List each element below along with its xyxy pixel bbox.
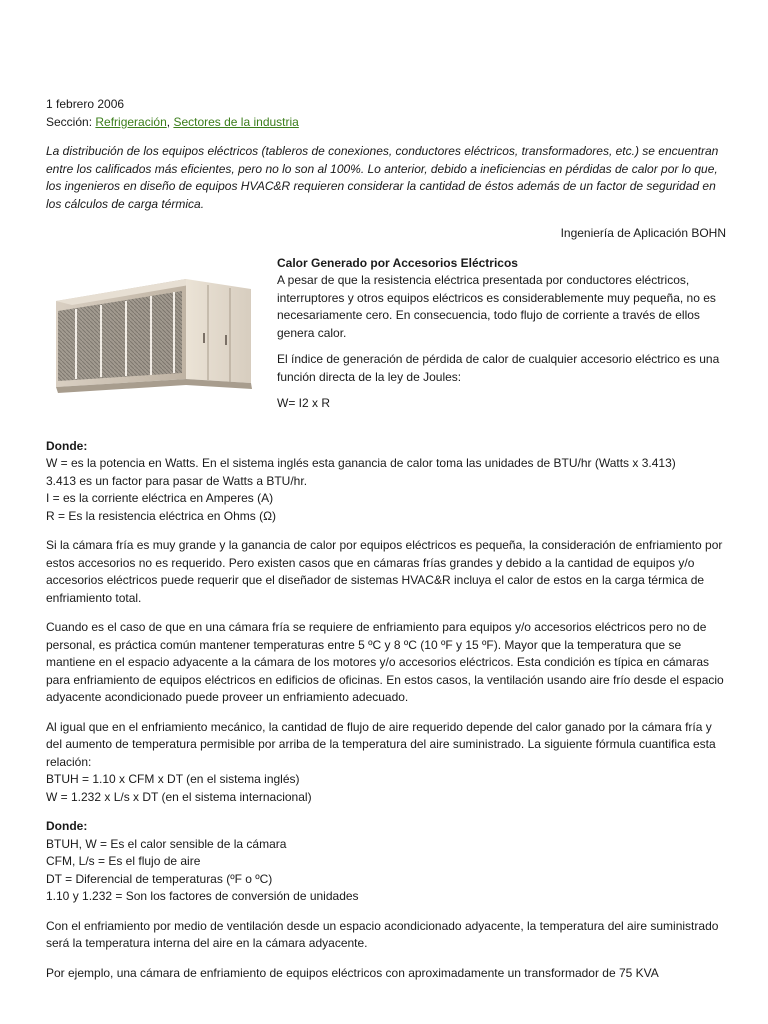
definition-line: W = es la potencia en Watts. En el sistema inglés esta ganancia de calor toma las unidades de BTU/hr (Watts x 3.413): [46, 456, 676, 470]
body-paragraph-2: Cuando es el caso de que en una cámara fría se requiere de enfriamiento para equipos y/o accesorios eléctricos pero no de personal, es práctica común mantener temperaturas entre 5 ºC y 8 ºC (10 ºF y 15 ºF). Mayor que la temperatura que se mantiene en el espacio adyacente a la cámara de los motores y/o accesorios eléctricos. Esta condición es típica en cámaras para enfriamiento de equipos eléctricos en edificios de oficinas. En estos casos, la ventilación usando aire frío desde el espacio adyacente acondicionado puede proveer un enfriamiento adecuado.: [46, 620, 724, 704]
definitions-block-1: [46, 438, 726, 526]
definition-line: 3.413 es un factor para pasar de Watts a BTU/hr.: [46, 473, 308, 488]
side-paragraph-1: A pesar de que la resistencia eléctrica presentada por conductores eléctricos, interruptores y otros equipos eléctricos es considerablemente muy pequeña, no es necesariamente cero. En consecuencia, todo flujo de corriente a través de ellos genera calor.: [277, 273, 716, 340]
section-line: [46, 114, 726, 132]
definitions-label: Donde:: [46, 819, 88, 833]
side-column: [277, 255, 726, 413]
image-text-block: [46, 255, 726, 430]
body-paragraph-3-text: Al igual que en el enfriamiento mecánico, la cantidad de flujo de aire requerido depende del calor ganado por la cámara fría y del aumento de temperatura permisible por arriba de la temperatura del aire suministrado. La siguiente fórmula cuantifica esta relación:: [46, 719, 716, 769]
formula-line: BTUH = 1.10 x CFM x DT (en el sistema inglés): [46, 772, 300, 786]
formula-line: W = 1.232 x L/s x DT (en el sistema internacional): [46, 789, 312, 804]
section-label: Sección:: [46, 114, 93, 129]
intro-paragraph: La distribución de los equipos eléctricos (tableros de conexiones, conductores eléctricos, transformadores, etc.) se encuentran entre los calificados más eficientes, pero no lo son al 100%. Lo anterior, debido a ineficiencias en pérdidas de calor por lo que, los ingenieros en diseño de equipos HVAC&R requieren considerar la cantidad de éstos además de un factor de seguridad en los cálculos de carga térmica.: [46, 144, 719, 211]
definition-line: I = es la corriente eléctrica en Amperes (A): [46, 491, 274, 505]
definition-line: CFM, L/s = Es el flujo de aire: [46, 854, 201, 868]
body-paragraph-4: Con el enfriamiento por medio de ventilación desde un espacio acondicionado adyacente, la temperatura del aire suministrado será la temperatura interna del aire en la cámara adyacente.: [46, 918, 719, 950]
side-paragraph-2: El índice de generación de pérdida de calor de cualquier accesorio eléctrico es una función directa de la ley de Joules:: [277, 352, 720, 384]
definitions-label: Donde:: [46, 438, 88, 453]
body-paragraph-3: [46, 719, 726, 807]
section-heading: Calor Generado por Accesorios Eléctricos: [277, 255, 518, 270]
definition-line: 1.10 y 1.232 = Son los factores de conversión de unidades: [46, 889, 359, 903]
definition-line: BTUH, W = Es el calor sensible de la cámara: [46, 836, 287, 851]
section-separator: ,: [166, 114, 171, 129]
body-paragraph-5: Por ejemplo, una cámara de enfriamiento de equipos eléctricos con aproximadamente un transformador de 75 KVA: [46, 965, 659, 980]
publish-date: 1 febrero 2006: [46, 97, 125, 111]
airflow-formulas: [46, 771, 726, 806]
article: [46, 96, 726, 994]
body-paragraph-1: Si la cámara fría es muy grande y la ganancia de calor por equipos eléctricos es pequeña, la consideración de enfriamiento por estos accesorios no es requerido. Pero existen casos que en cámaras frías grandes y debido a la cantidad de equipos y/o accesorios eléctricos puede requerir que el diseñador de sistemas HVAC&R incluya el calor de estos en la carga térmica de enfriamiento total.: [46, 538, 723, 605]
chiller-unit-image: [46, 261, 264, 401]
section-link-refrigeracion[interactable]: Refrigeración: [95, 114, 167, 129]
definitions-block-2: [46, 818, 726, 906]
author-signature: Ingeniería de Aplicación BOHN: [560, 226, 726, 240]
joule-formula: W= I2 x R: [277, 396, 331, 410]
definition-line: R = Es la resistencia eléctrica en Ohms (Ω): [46, 508, 277, 523]
definition-line: DT = Diferencial de temperaturas (ºF o ºC): [46, 871, 273, 886]
section-link-sectores[interactable]: Sectores de la industria: [173, 114, 299, 129]
